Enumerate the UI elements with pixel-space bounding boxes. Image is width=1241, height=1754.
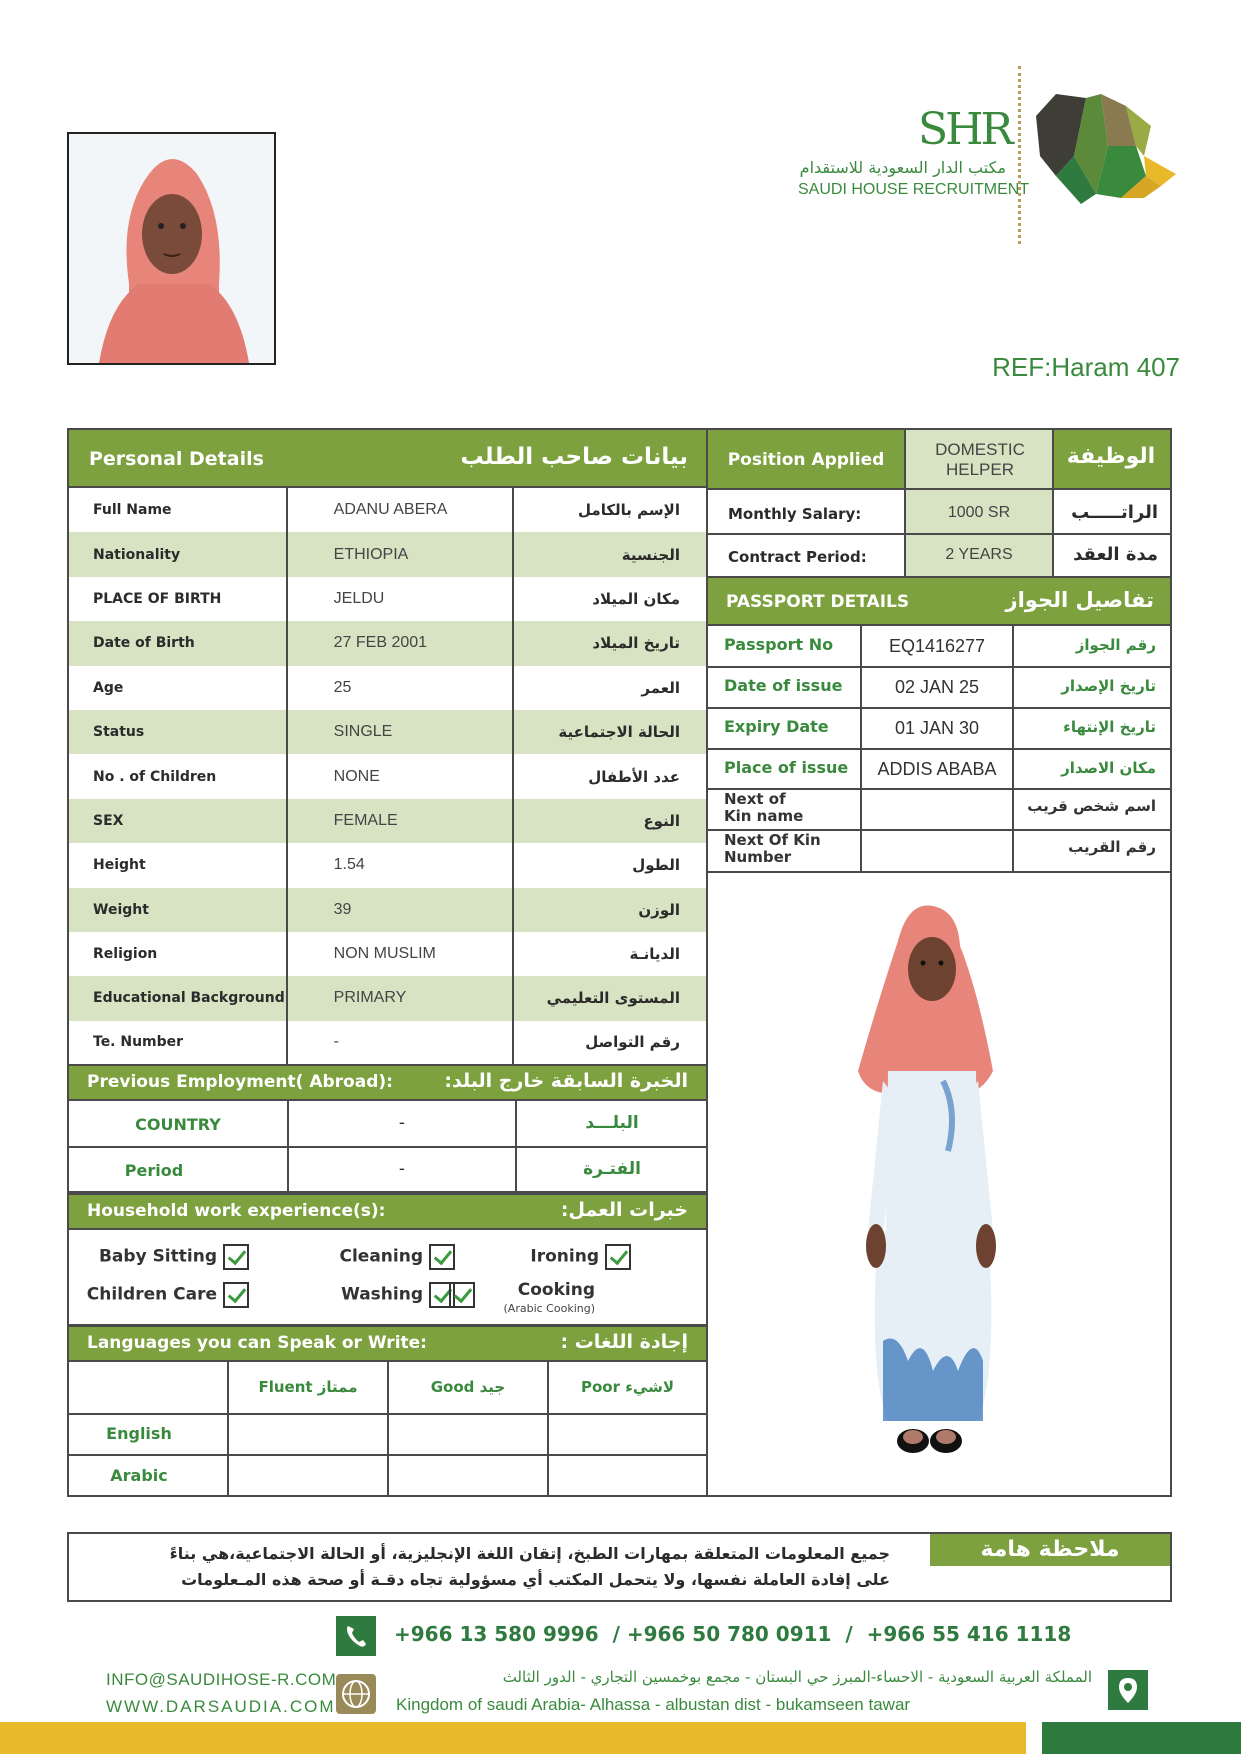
website[interactable]: WWW.DARSAUDIA.COM <box>106 1697 336 1716</box>
field-label: Full Name <box>68 488 287 532</box>
notice-title: ملاحظة هامة <box>930 1534 1170 1566</box>
skill-baby-sitting: Baby Sitting <box>89 1244 249 1270</box>
languages-title-ar: إجادة اللغات : <box>560 1331 688 1353</box>
ironing-checkbox[interactable] <box>605 1244 631 1270</box>
previous-employment-header <box>67 1064 708 1101</box>
languages-title: Languages you can Speak or Write: <box>87 1333 427 1353</box>
country-value: - <box>398 1113 406 1133</box>
field-label-ar: النوع <box>643 811 680 830</box>
country-label: COUNTRY <box>135 1115 221 1134</box>
saudi-map-icon <box>1026 86 1178 214</box>
skill-ironing: Ironing <box>469 1244 631 1270</box>
passport-title: PASSPORT DETAILS <box>726 592 910 612</box>
footer-bar-green <box>1042 1722 1241 1754</box>
passport-label: Next of Kin name <box>724 790 804 825</box>
monthly-salary-label-ar: الراتـــــب <box>1071 502 1158 523</box>
personal-details-title: Personal Details <box>89 448 264 470</box>
phone-icon <box>336 1616 376 1656</box>
company-logo <box>790 60 1180 240</box>
cooking-subtitle: (Arabic Cooking) <box>503 1302 595 1315</box>
field-label: PLACE OF BIRTH <box>68 577 287 621</box>
field-label: Nationality <box>68 532 287 576</box>
children-care-checkbox[interactable] <box>223 1282 249 1308</box>
country-label-ar: البلـــد <box>585 1113 639 1133</box>
important-notice <box>67 1532 1172 1602</box>
field-value: - <box>287 1021 514 1065</box>
field-label: SEX <box>68 799 287 843</box>
field-value: 39 <box>287 888 514 932</box>
location-pin-icon <box>1108 1670 1148 1710</box>
phone-numbers: +966 13 580 9996 / +966 50 780 0911 / +966 55 416 1118 <box>394 1622 1072 1646</box>
passport-label: Date of issue <box>724 676 843 695</box>
previous-employment-title-ar: الخبرة السابقة خارج البلد: <box>444 1070 688 1092</box>
contract-period-label-ar: مدة العقد <box>1073 544 1158 565</box>
globe-icon <box>336 1674 376 1714</box>
field-value: 27 FEB 2001 <box>287 621 514 665</box>
field-label-ar: الجنسية <box>621 545 680 564</box>
passport-label: Passport No <box>724 635 834 654</box>
position-applied-value: DOMESTIC HELPER <box>935 440 1025 479</box>
logo-initials: SHR <box>918 104 1011 155</box>
portrait-photo <box>67 132 276 365</box>
passport-label-ar: رقم القريب <box>1068 838 1156 856</box>
logo-divider <box>1018 66 1021 244</box>
passport-value: EQ1416277 <box>888 636 986 656</box>
field-label-ar: عدد الأطفال <box>588 767 680 786</box>
field-label: Height <box>68 843 287 887</box>
personal-row <box>68 488 707 532</box>
period-label-ar: الفتـرة <box>583 1159 641 1179</box>
passport-header <box>706 576 1172 626</box>
email-address: INFO@SAUDIHOSE-R.COM <box>106 1670 337 1689</box>
field-value: FEMALE <box>287 799 514 843</box>
field-label-ar: الطول <box>632 856 680 875</box>
previous-employment-title: Previous Employment( Abroad): <box>87 1072 393 1092</box>
passport-label: Next Of Kin Number <box>724 831 821 866</box>
monthly-salary-label: Monthly Salary: <box>728 505 862 523</box>
field-label: Religion <box>68 932 287 976</box>
period-label: Period <box>124 1161 184 1180</box>
footer-bar-yellow <box>0 1722 1026 1754</box>
period-value: - <box>398 1159 406 1179</box>
personal-details-header <box>67 428 708 488</box>
contract-period-value: 2 YEARS <box>945 546 1013 563</box>
field-label: Educational Background <box>68 976 287 1020</box>
field-label-ar: الوزن <box>638 900 680 919</box>
field-label: Date of Birth <box>68 621 287 665</box>
field-label-ar: العمر <box>641 678 680 697</box>
personal-row <box>68 888 707 932</box>
passport-table <box>706 624 1172 873</box>
passport-label-ar: تاريخ الإصدار <box>1061 677 1156 695</box>
household-title-ar: خبرات العمل: <box>560 1199 688 1221</box>
company-name-ar: مكتب الدار السعودية للاستقدام <box>799 158 1006 177</box>
field-value: NONE <box>287 754 514 798</box>
notice-line-2: على إفادة العاملة نفسها، ولا يتحمل المكتب أي مسؤولية تجاه دقـة أو صحة هذه المـعلومات <box>181 1570 890 1589</box>
cleaning-checkbox[interactable] <box>429 1244 455 1270</box>
personal-row <box>68 754 707 798</box>
personal-row <box>68 976 707 1020</box>
poor-header: Poor لاشيء <box>581 1378 674 1396</box>
personal-row <box>68 1021 707 1065</box>
field-value: SINGLE <box>287 710 514 754</box>
field-label: Age <box>68 666 287 710</box>
personal-row <box>68 799 707 843</box>
field-value: PRIMARY <box>287 976 514 1020</box>
skill-cooking: Cooking (Arabic Cooking) <box>449 1276 631 1316</box>
position-table <box>706 428 1172 578</box>
notice-line-1: جميع المعلومات المتعلقة بمهارات الطبخ، إتقان اللغة الإنجليزية، أو الحالة الاجتماعية،هي بناءً <box>169 1544 890 1563</box>
field-label: Status <box>68 710 287 754</box>
arabic-label: Arabic <box>110 1466 168 1485</box>
personal-details-table <box>67 488 708 1066</box>
monthly-salary-value: 1000 SR <box>947 504 1011 521</box>
languages-header <box>67 1325 708 1362</box>
skill-washing: Washing <box>289 1282 455 1308</box>
languages-table <box>67 1360 708 1497</box>
field-value: ETHIOPIA <box>287 532 514 576</box>
passport-label-ar: تاريخ الإنتهاء <box>1063 718 1156 736</box>
passport-label: Expiry Date <box>724 717 829 736</box>
passport-label-ar: اسم شخص قريب <box>1027 797 1156 815</box>
field-value: NON MUSLIM <box>287 932 514 976</box>
passport-label-ar: مكان الاصدار <box>1061 759 1156 777</box>
passport-value: ADDIS ABABA <box>877 759 997 779</box>
household-header <box>67 1193 708 1230</box>
skill-children-care: Children Care <box>79 1282 249 1308</box>
field-label-ar: مكان الميلاد <box>592 589 680 608</box>
field-value: 25 <box>287 666 514 710</box>
full-body-photo <box>706 871 1172 1497</box>
household-skills <box>67 1228 708 1326</box>
field-label-ar: الحالة الاجتماعية <box>558 723 680 742</box>
personal-row <box>68 843 707 887</box>
passport-label-ar: رقم الجواز <box>1075 636 1156 654</box>
previous-employment-table <box>67 1099 708 1193</box>
personal-row <box>68 532 707 576</box>
position-applied-label: Position Applied <box>727 450 885 470</box>
field-label-ar: رقم التواصل <box>585 1033 680 1052</box>
english-label: English <box>106 1424 172 1443</box>
field-value: JELDU <box>287 577 514 621</box>
field-value: ADANU ABERA <box>287 488 514 532</box>
reference-number: REF:Haram 407 <box>992 352 1180 382</box>
passport-label: Place of issue <box>724 758 849 777</box>
field-label: No . of Children <box>68 754 287 798</box>
personal-row <box>68 577 707 621</box>
address-en: Kingdom of saudi Arabia- Alhassa - albustan dist - bukamseen tawar <box>396 1695 911 1714</box>
contract-period-label: Contract Period: <box>728 548 867 566</box>
address-ar: المملكة العربية السعودية - الاحساء-المبرز حي البستان - مجمع بوخمسين التجاري - الدور الثالث <box>502 1668 1092 1686</box>
position-applied-label-ar: الوظيفة <box>1066 444 1156 469</box>
personal-row <box>68 932 707 976</box>
skill-cleaning: Cleaning <box>289 1244 455 1270</box>
passport-title-ar: تفاصيل الجواز <box>1005 588 1154 612</box>
company-name-en: SAUDI HOUSE RECRUITMENT <box>798 181 1030 198</box>
field-label-ar: الديانـة <box>629 945 680 964</box>
good-header: Good جيد <box>430 1378 506 1396</box>
fluent-header: Fluent ممتاز <box>258 1378 358 1396</box>
personal-details-title-ar: بيانات صاحب الطلب <box>460 444 688 470</box>
passport-value: 01 JAN 30 <box>894 718 980 738</box>
field-label: Weight <box>68 888 287 932</box>
field-label: Te. Number <box>68 1021 287 1065</box>
baby-sitting-checkbox[interactable] <box>223 1244 249 1270</box>
field-value: 1.54 <box>287 843 514 887</box>
household-title: Household work experience(s): <box>87 1201 386 1221</box>
cooking-checkbox[interactable] <box>449 1282 475 1308</box>
field-label-ar: الإسم بالكامل <box>578 501 680 520</box>
field-label-ar: تاريخ الميلاد <box>592 634 680 653</box>
personal-row <box>68 710 707 754</box>
personal-row <box>68 666 707 710</box>
field-label-ar: المستوى التعليمي <box>546 989 680 1008</box>
passport-value: 02 JAN 25 <box>894 677 980 697</box>
personal-row <box>68 621 707 665</box>
